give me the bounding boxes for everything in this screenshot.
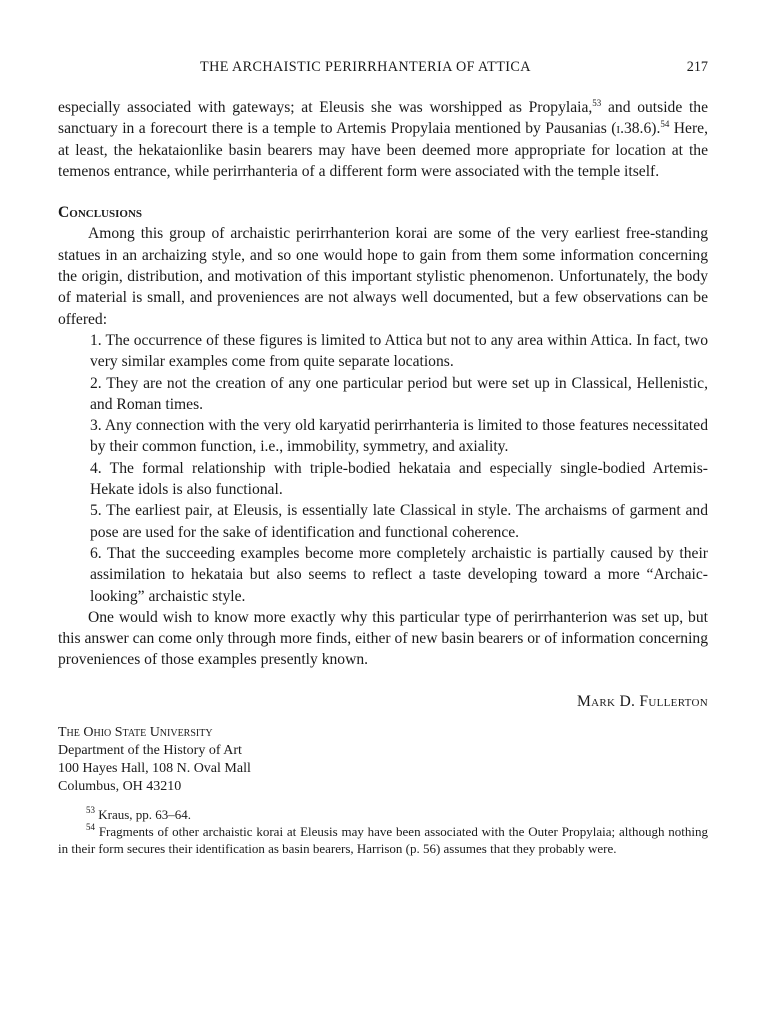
footnote-number: 54 — [86, 822, 95, 833]
footnote-ref-53: 53 — [592, 98, 602, 108]
section-heading-conclusions: Conclusions — [58, 204, 143, 222]
department: Department of the History of Art — [58, 743, 242, 759]
list-item: 3. Any connection with the very old karyatid perirrhanteria is limited to those features necessitated by their common function, i.e., immobility, symmetry, and axiality. — [90, 417, 708, 456]
list-item: 4. The formal relationship with triple-bodied hekataia and especially single-bodied Artemis-Hekate idols is also functional. — [90, 459, 708, 499]
conclusions-intro: Among this group of archaistic perirrhanterion korai are some of the very earliest free-standing statues in an archaizing style, and so one would hope to gain from them some information concerning the origin, distribution, and motivation of this important stylistic phenomenon. Unfortunately, the body of material is small, and proveniences are not always well documented, but a few observations can be offered: — [58, 225, 708, 328]
footnotes — [58, 806, 708, 857]
citation: i.38.6 — [616, 120, 652, 138]
list-item: 6. That the succeeding examples become more completely archaistic is partially caused by their assimilation to hekataia but also seems to reflect a taste developing toward a more “Archaic-looking” archaistic style. — [90, 544, 708, 605]
body-text — [58, 97, 708, 857]
conclusions-closing: One would wish to know more exactly why this particular type of perirrhanterion was set up, but this answer can come only through more finds, either of new basin bearers or of information concerning proveniences of those examples presently known. — [58, 608, 708, 669]
opening-paragraph: especially associated with gateways; at Eleusis she was worshipped as Propylaia,$^{53}$ and outside the sanctuary in a forecourt there is a temple to Artemis Propylaia mentioned by Pausanias (i.38.6).$^{54}$ Here, at least, the hekataionlike basin bearers may have been deemed more appropriate for location at the temenos entrance, while perirrhanteria of a different form were associated with the temple itself. — [58, 98, 708, 180]
author-name: Mark D. Fullerton — [576, 692, 708, 710]
page-number: 217 — [686, 59, 708, 75]
list-item: 2. They are not the creation of any one particular period but were set up in Classical, Hellenistic, and Roman times. — [90, 374, 708, 413]
footnote-number: 53 — [86, 805, 95, 816]
footnote-ref-54: 54 — [660, 119, 670, 130]
footnote: $^{54}$ Fragments of other archaistic korai at Eleusis may have been associated with the Outer Propylaia; although nothing in their form secures their identification as basin bearers, Harrison (p. 56) assumes that they probably were. — [58, 822, 708, 857]
running-title: THE ARCHAISTIC PERIRRHANTERIA OF ATTICA — [200, 59, 531, 75]
address-line-2: Columbus, OH 43210 — [58, 779, 182, 795]
footnote: $^{53}$ Kraus, pp. 63–64. — [86, 805, 192, 823]
author-affiliation — [58, 724, 708, 796]
address-line-1: 100 Hayes Hall, 108 N. Oval Mall — [58, 761, 251, 777]
institution: The Ohio State University — [58, 725, 213, 741]
observations-list — [58, 330, 708, 607]
list-item: 1. The occurrence of these figures is limited to Attica but not to any area within Attica. In fact, two very similar examples come from quite separate locations. — [90, 331, 708, 371]
list-item: 5. The earliest pair, at Eleusis, is essentially late Classical in style. The archaisms of garment and pose are used for the sake of identification and functional coherence. — [90, 502, 708, 541]
